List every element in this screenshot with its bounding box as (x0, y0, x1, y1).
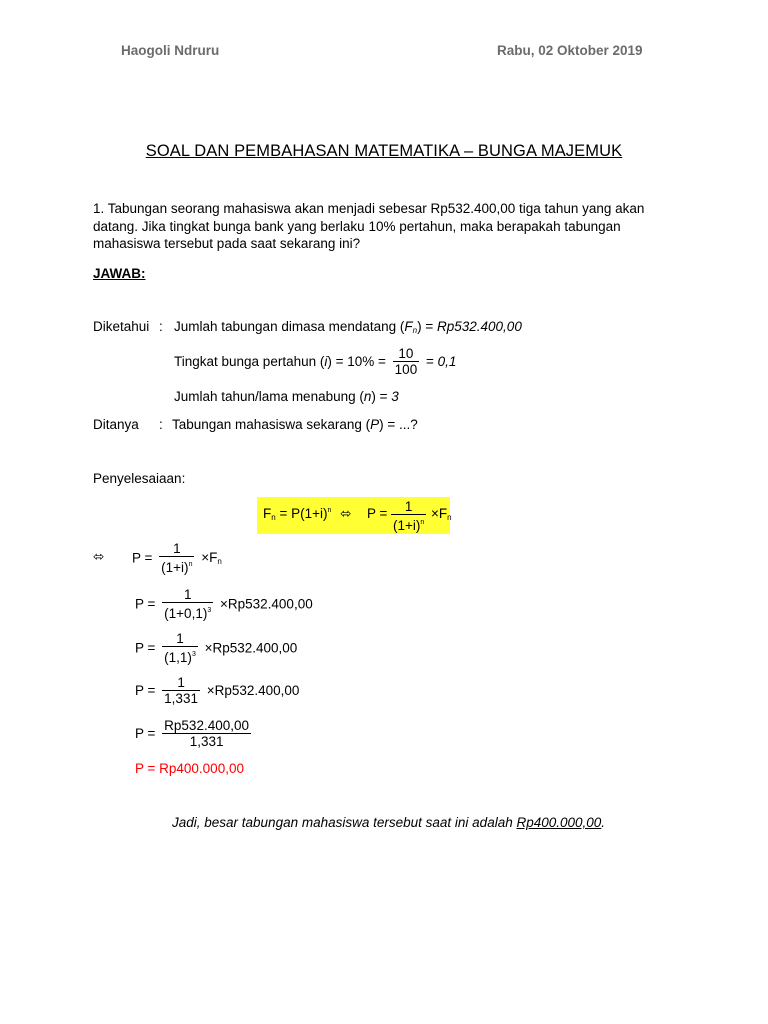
step1-post-sub: n (217, 557, 222, 566)
step3-numerator: 1 (176, 631, 184, 646)
page-title: SOAL DAN PEMBAHASAN MATEMATIKA – BUNGA MAJEMUK (145, 142, 623, 160)
formula-left-sub: n (271, 513, 276, 522)
step1-denominator (159, 556, 194, 575)
step1-den-sup: n (188, 561, 193, 568)
known-line3-pre: Jumlah tahun/lama menabung ( (174, 389, 364, 404)
step2-post: ×Rp532.400,00 (220, 596, 313, 612)
asked-pre: Tabungan mahasiswa sekarang ( (172, 417, 371, 432)
step3-den-base: (1,1) (164, 650, 192, 665)
step2-pre: P = (135, 596, 156, 612)
step-arrow-icon: ⬄ (93, 549, 105, 564)
highlighted-formula (257, 497, 450, 534)
conclusion-value: Rp400.000,00 (516, 815, 602, 830)
formula-fraction-denominator (391, 514, 426, 533)
step3-fraction (162, 631, 198, 665)
step1-post-text: ×F (201, 550, 218, 565)
known-line3-var: n (363, 389, 372, 404)
step3-pre: P = (135, 640, 156, 656)
solution-step-3 (135, 631, 297, 665)
known-line2-mid: ) = 10% = (327, 354, 386, 369)
formula-left (263, 506, 351, 522)
rate-fraction-denominator: 100 (394, 362, 418, 377)
step4-post: ×Rp532.400,00 (206, 683, 300, 698)
step2-denominator (162, 602, 213, 621)
formula-times-sub: n (447, 513, 452, 522)
step3-denominator (162, 646, 198, 665)
question-text: 1. Tabungan seorang mahasiswa akan menjadi sebesar Rp532.400,00 tiga tahun yang akan datang. Jika tingkat bunga bank yang berlaku 10% pertahun, maka berapakah tabungan mahasiswa tersebut pada saat sekarang ini? (93, 201, 645, 251)
author-name: Haogoli Ndruru (121, 43, 220, 58)
asked-label: Ditanya (93, 417, 139, 432)
formula-left-eq: = P(1+i) (275, 506, 328, 521)
formula-left-sup: n (327, 507, 332, 514)
formula-times (431, 506, 452, 522)
known-line1-mid: ) = (417, 319, 437, 334)
formula-times-F: ×F (431, 506, 448, 521)
formula-den-base: (1+i) (393, 518, 421, 533)
step4-fraction (162, 675, 200, 706)
step2-numerator: 1 (183, 587, 192, 602)
asked-colon: : (159, 417, 163, 432)
known-line-future-value (174, 319, 522, 335)
known-line2-pre: Tingkat bunga pertahun ( (174, 354, 325, 369)
step4-numerator: 1 (177, 675, 185, 690)
rate-fraction-numerator: 10 (398, 346, 414, 361)
known-line2-value: 0,1 (437, 354, 457, 369)
step1-numerator: 1 (173, 541, 181, 556)
answer-label: JAWAB: (93, 266, 146, 281)
step2-den-base: (1+0,1) (164, 606, 208, 621)
known-line1-pre: Jumlah tabungan dimasa mendatang ( (174, 319, 405, 334)
step3-post: ×Rp532.400,00 (204, 640, 298, 656)
known-line3-value: 3 (391, 389, 399, 404)
conclusion-end: . (601, 815, 606, 830)
solution-label: Penyelesaiaan: (93, 471, 186, 486)
asked-var: P (370, 417, 380, 432)
formula-fraction-numerator: 1 (404, 499, 413, 514)
formula-right-pre: P = (367, 506, 388, 521)
formula-fraction (391, 499, 426, 533)
known-line1-sub: n (412, 326, 418, 335)
step5-fraction (162, 718, 251, 749)
step2-fraction (162, 587, 213, 621)
asked-post: ) = ...? (379, 417, 418, 432)
known-label: Diketahui (93, 319, 150, 334)
formula-left-F: F (263, 506, 272, 521)
step5-numerator: Rp532.400,00 (164, 718, 249, 733)
solution-step-1 (132, 541, 222, 575)
step2-den-sup: 3 (207, 607, 212, 614)
solution-step-5 (135, 718, 254, 749)
step1-post (201, 550, 222, 565)
rate-fraction (393, 346, 420, 377)
document-date: Rabu, 02 Oktober 2019 (497, 43, 643, 58)
step5-pre: P = (135, 726, 156, 741)
step1-pre: P = (132, 550, 153, 566)
asked-line (172, 417, 418, 432)
step3-den-sup: 3 (191, 651, 196, 658)
known-line1-value: Rp532.400,00 (437, 319, 522, 334)
known-line2-eq: = (425, 354, 434, 369)
formula-den-sup: n (420, 519, 425, 526)
step1-fraction (159, 541, 194, 575)
conclusion-sentence (172, 815, 605, 830)
solution-step-2 (135, 587, 313, 621)
known-line1-var: F (404, 319, 413, 334)
known-line3-mid: ) = (371, 389, 392, 404)
equivalence-arrow-icon: ⬄ (340, 506, 352, 521)
conclusion-pre: Jadi, besar tabungan mahasiswa tersebut saat ini adalah (172, 815, 517, 830)
final-result: P = Rp400.000,00 (135, 761, 244, 776)
step5-denominator: 1,331 (162, 733, 251, 749)
known-colon: : (159, 319, 163, 334)
known-line2-var: i (324, 354, 328, 369)
known-line-years (174, 389, 399, 404)
step4-pre: P = (135, 683, 156, 698)
step1-den-base: (1+i) (161, 560, 189, 575)
known-line-interest-rate (174, 346, 456, 377)
step4-denominator: 1,331 (164, 691, 198, 706)
solution-step-4 (135, 675, 299, 706)
